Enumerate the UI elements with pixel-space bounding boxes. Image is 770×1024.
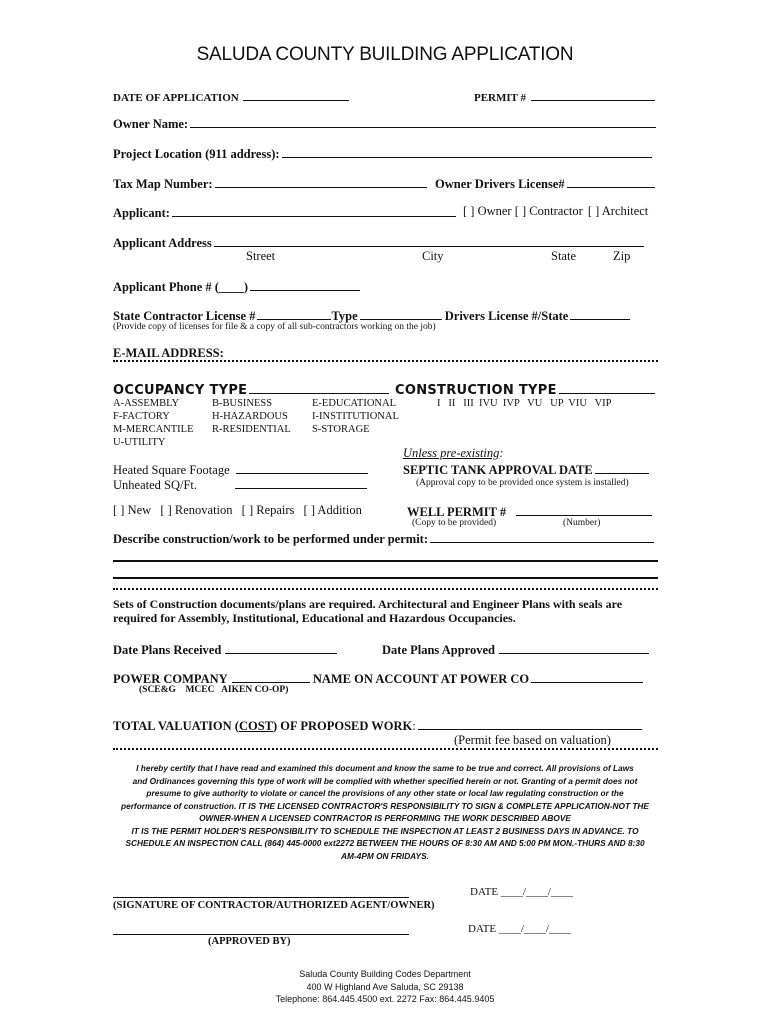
date-plans-received-field[interactable] [225, 641, 337, 654]
heated-sq-label: Heated Square Footage [113, 463, 230, 477]
approved-date[interactable]: DATE ____/____/____ [468, 923, 571, 935]
owner-dl-field[interactable] [567, 175, 655, 188]
construction-type-heading: CONSTRUCTION TYPE [395, 383, 557, 398]
date-plans-approved-label: Date Plans Approved [382, 643, 495, 657]
owner-name-row [113, 115, 656, 132]
certification-line-4: performance of construction. IT IS THE LICENSED CONTRACTOR'S RESPONSIBILITY TO SIGN & COMPLETE APPLICATION-NOT THE [121, 800, 649, 811]
applicant-address-label: Applicant Address [113, 236, 212, 250]
date-plans-approved-field[interactable] [499, 641, 649, 654]
occupancy-type-row [113, 381, 389, 398]
occupancy-s-storage: S-STORAGE [312, 424, 370, 435]
address-zip-label: Zip [613, 249, 631, 263]
signature-date[interactable]: DATE ____/____/____ [470, 886, 573, 898]
address-state-label: State [551, 249, 576, 263]
septic-row [403, 461, 649, 478]
applicant-option-contractor[interactable]: [ ] Contractor [514, 204, 583, 218]
plans-required-line-1: Sets of Construction documents/plans are required. Architectural and Engineer Plans with seals are [113, 597, 623, 611]
work-type-options [113, 503, 362, 518]
type-field[interactable] [360, 307, 442, 320]
unless-pre-existing [403, 446, 504, 461]
page-title: SALUDA COUNTY BUILDING APPLICATION [196, 44, 574, 65]
describe-field-3[interactable] [113, 577, 658, 579]
state-contractor-label: State Contractor License # [113, 309, 256, 323]
occupancy-column-3 [312, 397, 399, 436]
type-label: Type [331, 309, 358, 323]
owner-dl-label: Owner Drivers License# [435, 177, 565, 191]
owner-dl-row [435, 175, 655, 192]
footer-address: 400 W Highland Ave Saluda, SC 29138 [306, 981, 464, 992]
occupancy-m-mercantile: M-MERCANTILE [113, 424, 194, 435]
date-plans-received-label: Date Plans Received [113, 643, 222, 657]
total-valuation-colon: : [412, 719, 416, 733]
heated-sq-field[interactable] [236, 461, 368, 474]
septic-label: SEPTIC TANK APPROVAL DATE [403, 463, 593, 477]
signature-label: (SIGNATURE OF CONTRACTOR/AUTHORIZED AGENT/OWNER) [113, 900, 435, 911]
permit-field[interactable] [531, 88, 655, 101]
occupancy-column-2 [212, 397, 291, 436]
power-account-label: NAME ON ACCOUNT AT POWER CO [312, 672, 530, 686]
applicant-option-architect[interactable]: [ ] Architect [587, 204, 649, 218]
footer [0, 968, 770, 1006]
certification-line-7: SCHEDULE AN INSPECTION CALL (864) 445-0000 ext2272 BETWEEN THE HOURS OF 8:30 AM AND 5:00 PM MON.-THURS AND 8:30 [125, 838, 645, 848]
applicant-option-owner[interactable]: [ ] Owner [463, 204, 512, 218]
occupancy-b-business: B-BUSINESS [212, 398, 273, 409]
signature-line[interactable] [113, 897, 409, 898]
describe-label: Describe construction/work to be performed under permit: [113, 532, 428, 546]
work-option-new[interactable]: [ ] New [113, 503, 152, 517]
unless-pre-existing-text: Unless pre-existing [403, 446, 500, 460]
certification-line-6: IT IS THE PERMIT HOLDER'S RESPONSIBILITY TO SCHEDULE THE INSPECTION AT LEAST 2 BUSINESS DAYS IN ADVANCE. TO [131, 825, 639, 836]
applicant-phone-label: Applicant Phone # (____) [113, 280, 249, 294]
tax-map-label: Tax Map Number: [113, 177, 213, 191]
applicant-type-options [463, 204, 648, 219]
unheated-sq-field[interactable] [235, 476, 367, 489]
unheated-sq-label: Unheated SQ/Ft. [113, 478, 198, 492]
work-option-repairs[interactable]: [ ] Repairs [241, 503, 295, 517]
power-company-field[interactable] [232, 670, 310, 683]
email-field[interactable] [113, 360, 658, 362]
occupancy-f-factory: F-FACTORY [113, 411, 170, 422]
address-street-label: Street [246, 249, 276, 263]
section-divider [113, 588, 658, 590]
construction-type-list: I II III IVU IVP VU UP VIU VIP [437, 398, 612, 409]
occupancy-u-utility: U-UTILITY [113, 437, 166, 448]
state-contractor-field[interactable] [257, 307, 331, 320]
describe-field-1[interactable] [430, 530, 654, 543]
date-of-application-field[interactable] [243, 88, 349, 101]
certification-line-1: I hereby certify that I have read and examined this document and know the same to be true and correct. All provisions of Laws [136, 763, 634, 773]
address-city-label: City [422, 249, 444, 263]
power-account-field[interactable] [531, 670, 643, 683]
email-label: E-MAIL ADDRESS: [113, 346, 224, 360]
permit-row [474, 88, 655, 104]
approved-by-label: (APPROVED BY) [208, 936, 291, 947]
owner-name-field[interactable] [190, 115, 656, 128]
date-plans-approved-row [382, 641, 649, 658]
plans-required-note [113, 597, 622, 625]
septic-note: (Approval copy to be provided once system is installed) [416, 478, 629, 488]
occupancy-r-residential: R-RESIDENTIAL [212, 424, 291, 435]
licenses-note: (Provide copy of licenses for file & a copy of all sub-contractors working on the job) [113, 322, 436, 332]
well-permit-field[interactable] [516, 503, 652, 516]
tax-map-row [113, 175, 427, 192]
unheated-sq-row [113, 476, 367, 493]
describe-field-2[interactable] [113, 560, 658, 562]
approved-by-line[interactable] [113, 934, 409, 935]
well-permit-label: WELL PERMIT # [407, 505, 507, 519]
applicant-row [113, 204, 456, 221]
applicant-address-field[interactable] [214, 234, 644, 247]
plans-required-line-2: required for Assembly, Institutional, Educational and Hazardous Occupancies. [113, 611, 516, 625]
date-of-application-row [113, 88, 349, 104]
applicant-field[interactable] [172, 204, 456, 217]
occupancy-a-assembly: A-ASSEMBLY [113, 398, 180, 409]
septic-field[interactable] [595, 461, 649, 474]
copy-note: (Copy to be provided) [412, 518, 497, 528]
occupancy-type-field[interactable] [249, 381, 389, 394]
certification-line-8: AM-4PM ON FRIDAYS. [341, 850, 429, 861]
total-valuation-suffix: ) OF PROPOSED WORK [273, 719, 413, 733]
unless-pre-existing-colon: : [499, 446, 504, 460]
number-note: (Number) [563, 518, 601, 528]
total-valuation-field[interactable] [418, 717, 642, 730]
footer-department: Saluda County Building Codes Department [299, 969, 471, 979]
work-option-renovation[interactable]: [ ] Renovation [160, 503, 233, 517]
occupancy-type-heading: OCCUPANCY TYPE [113, 383, 248, 398]
footer-phone: Telephone: 864.445.4500 ext. 2272 Fax: 864.445.9405 [275, 994, 495, 1004]
occupancy-column-1 [113, 397, 194, 449]
drivers-license-state-field[interactable] [570, 307, 630, 320]
permit-fee-note: (Permit fee based on valuation) [454, 733, 611, 747]
total-valuation-prefix: TOTAL VALUATION ( [113, 719, 239, 733]
applicant-phone-row [113, 278, 360, 295]
occupancy-e-educational: E-EDUCATIONAL [312, 398, 396, 409]
applicant-phone-field[interactable] [250, 278, 360, 291]
construction-type-row [395, 381, 655, 398]
certification-text [110, 762, 660, 862]
power-company-options: (SCE&G MCEC AIKEN CO-OP) [139, 685, 289, 695]
construction-type-field[interactable] [559, 381, 655, 394]
drivers-license-state-label: Drivers License #/State [444, 309, 569, 323]
certification-line-5: OWNER-WHEN A LICENSED CONTRACTOR IS PERFORMING THE WORK DESCRIBED ABOVE [199, 813, 571, 823]
date-of-application-label: DATE OF APPLICATION [113, 92, 239, 104]
permit-label: PERMIT # [474, 92, 527, 104]
applicant-label: Applicant: [113, 206, 170, 220]
valuation-divider [113, 748, 658, 750]
describe-row [113, 530, 654, 547]
work-option-addition[interactable]: [ ] Addition [303, 503, 362, 517]
power-company-label: POWER COMPANY [113, 672, 228, 686]
date-plans-received-row [113, 641, 337, 658]
project-location-row [113, 145, 652, 162]
tax-map-field[interactable] [215, 175, 427, 188]
certification-line-3: presume to give authority to violate or cancel the provisions of any other state or local law regulating construction or the [146, 788, 624, 798]
total-valuation-row [113, 717, 642, 734]
occupancy-h-hazardous: H-HAZARDOUS [212, 411, 288, 422]
owner-name-label: Owner Name: [113, 117, 189, 131]
project-location-field[interactable] [282, 145, 652, 158]
certification-line-2: and Ordinances governing this type of work will be complied with whether specified herein or not. Granting of a permit does not [132, 775, 638, 786]
total-valuation-cost: COST [238, 719, 274, 733]
occupancy-i-institutional: I-INSTITUTIONAL [312, 411, 399, 422]
project-location-label: Project Location (911 address): [113, 147, 280, 161]
